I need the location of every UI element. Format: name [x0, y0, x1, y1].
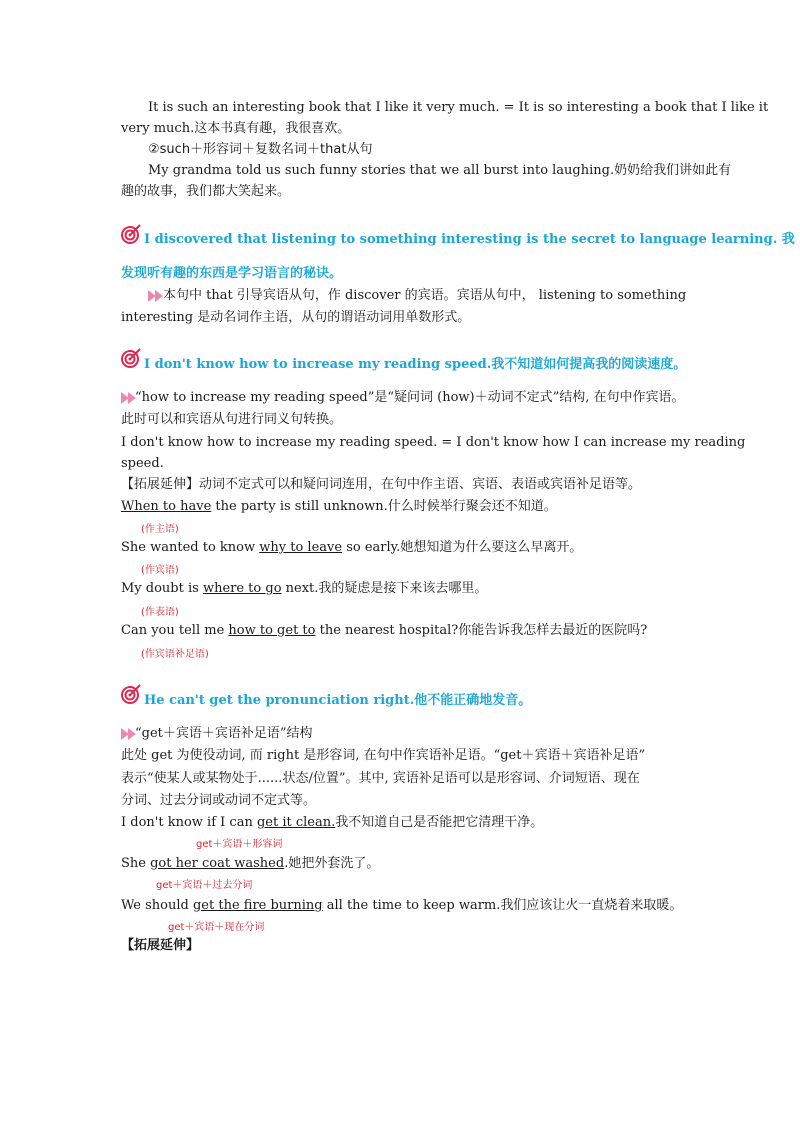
grammar-note: get＋宾语＋现在分词 [168, 922, 265, 933]
target-icon [121, 684, 141, 704]
section1-explanation-1: 本句中 that 引导宾语从句，作 discover 的宾语。宾语从句中， listening to something [163, 288, 687, 303]
section2-sentence-3 [121, 579, 681, 599]
sentence-rest: the party is still unknown.什么时候举行聚会还不知道。 [211, 499, 557, 514]
section1-heading-2: 发现听有趣的东西是学习语言的秘诀。 [121, 266, 343, 281]
sentence-start: My doubt is [121, 581, 203, 596]
section2-example-1: I don't know how to increase my reading speed. = I don't know how I can increase my reading [121, 435, 746, 450]
grammar-note: (作主语) [141, 524, 179, 535]
sentence-start: I don't know if I can [121, 815, 257, 830]
section2-explanation-2: 此时可以和宾语从句进行同义句转换。 [121, 412, 343, 427]
grammar-note: get＋宾语＋过去分词 [156, 880, 253, 891]
sentence-rest: the nearest hospital?你能告诉我怎样去最近的医院吗? [315, 623, 648, 638]
sentence-start: She [121, 856, 151, 871]
sentence-rest: so early.她想知道为什么要这么早离开。 [342, 540, 583, 555]
section3-extend: 【拓展延伸】 [121, 938, 200, 953]
section2-explanation-1: “how to increase my reading speed”是“疑问词 (how)＋动词不定式”结构, 在句中作宾语。 [135, 390, 685, 405]
underlined-phrase: When to have [121, 499, 212, 514]
grammar-note: (作宾语) [141, 565, 179, 576]
intro-line-3: ②such＋形容词＋复数名词＋that从句 [148, 142, 373, 157]
grammar-note: (作宾语补足语) [141, 649, 209, 660]
section3-sentence-2 [121, 854, 681, 874]
sentence-rest: 我不知道自己是否能把它清理干净。 [335, 815, 544, 830]
section2-sentence-1 [121, 497, 681, 517]
target-icon [121, 224, 141, 244]
underlined-phrase: got her coat washed [150, 856, 285, 871]
section3-explanation-1: “get＋宾语＋宾语补足语”结构 [135, 726, 313, 741]
section3-heading: He can't get the pronunciation right.他不能正确地发音。 [144, 693, 532, 708]
intro-line-5: 趣的故事，我们都大笑起来。 [121, 184, 291, 199]
target-icon [121, 348, 141, 368]
section2-heading: I don't know how to increase my reading speed.我不知道如何提高我的阅读速度。 [144, 357, 687, 372]
section3-explanation-4: 分词、过去分词或动词不定式等。 [121, 793, 317, 808]
section1-heading-1: I discovered that listening to something interesting is the secret to language learning. 我 [144, 232, 795, 247]
section3-explanation-3: 表示“使某人或某物处于......状态/位置”。其中, 宾语补足语可以是形容词、介词短语、现在 [121, 771, 640, 786]
section3-sentence-1 [121, 813, 681, 833]
sentence-rest: .她把外套洗了。 [284, 856, 380, 871]
sentence-start: She wanted to know [121, 540, 260, 555]
sentence-start: We should [121, 898, 193, 913]
section3-sentence-3 [121, 896, 681, 916]
intro-line-1: It is such an interesting book that I like it very much. = It is so interesting a book that I like it [148, 100, 769, 115]
section2-example-2: speed. [121, 456, 164, 471]
section2-sentence-2 [121, 538, 681, 558]
underlined-phrase: how to get to [228, 623, 316, 638]
section2-sentence-4 [121, 621, 681, 641]
underlined-phrase: why to leave [259, 540, 343, 555]
underlined-phrase: where to go [202, 581, 282, 596]
section1-explanation-2: interesting 是动名词作主语，从句的谓语动词用单数形式。 [121, 310, 471, 325]
underlined-phrase: get the fire burning [192, 898, 323, 913]
sentence-start: Can you tell me [121, 623, 229, 638]
intro-line-2: very much.这本书真有趣，我很喜欢。 [121, 121, 351, 136]
underlined-phrase: get it clean. [256, 815, 336, 830]
section3-explanation-2: 此处 get 为使役动词, 而 right 是形容词, 在句中作宾语补足语。“get＋宾语＋宾语补足语” [121, 748, 646, 763]
grammar-note: (作表语) [141, 607, 179, 618]
grammar-note: get＋宾语＋形容词 [196, 839, 283, 850]
sentence-rest: next.我的疑虑是接下来该去哪里。 [281, 581, 488, 596]
intro-line-4: My grandma told us such funny stories that we all burst into laughing.奶奶给我们讲如此有 [148, 163, 732, 178]
sentence-rest: all the time to keep warm.我们应该让火一直烧着来取暖。 [322, 898, 683, 913]
section2-extend: 【拓展延伸】动词不定式可以和疑问词连用，在句中作主语、宾语、表语或宾语补足语等。 [121, 477, 642, 492]
